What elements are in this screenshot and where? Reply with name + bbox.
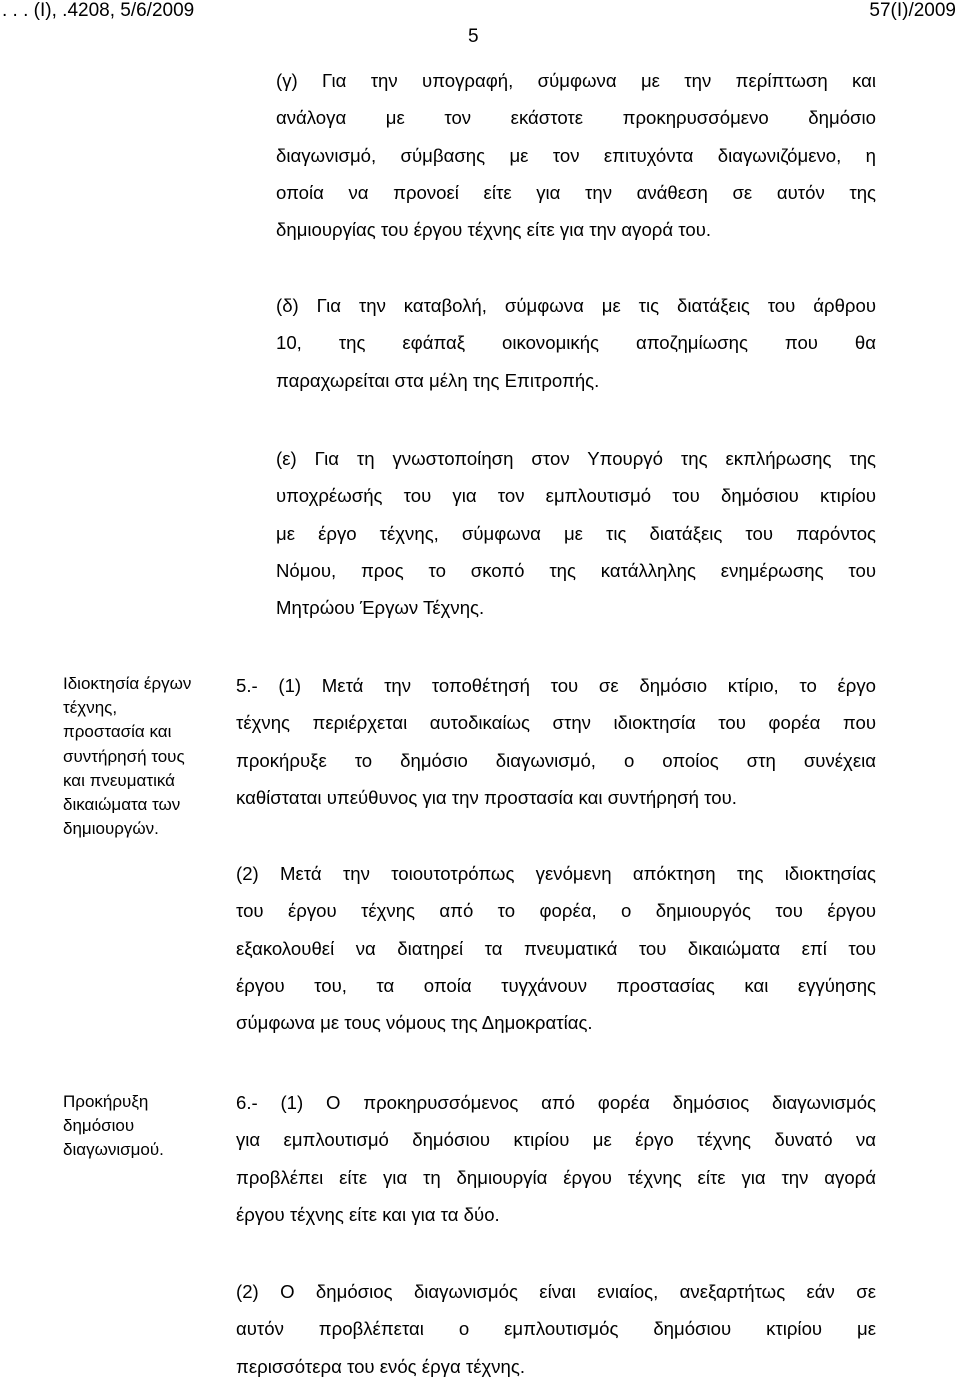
text-line: προκήρυξε το δημόσιο διαγωνισμό, ο οποίος στη συνέχεια	[236, 749, 876, 771]
text-line: (δ) Για την καταβολή, σύμφωνα με τις διατάξεις του άρθρου	[276, 295, 876, 316]
paragraph-g	[276, 62, 876, 248]
margin-note-line: δημόσιου	[63, 1116, 135, 1136]
text-line: διαγωνισμό, σύμβασης με τον επιτυχόντα διαγωνιζόμενο, η	[276, 144, 876, 166]
text-line: 5.- (1) Μετά την τοποθέτησή του σε δημόσιο κτίριο, το έργο	[236, 675, 876, 696]
text-line: τέχνης περιέρχεται αυτοδικαίως στην ιδιοκτησία του φορέα που	[236, 712, 876, 734]
text-line: σύμφωνα με τους νόμους της Δημοκρατίας.	[236, 1012, 593, 1034]
section-5-subsection-2	[236, 855, 876, 1041]
text-line: έργου τέχνης είτε και για τα δύο.	[236, 1203, 500, 1225]
section-6-subsection-2	[236, 1273, 876, 1385]
margin-note-section-5	[63, 672, 228, 841]
text-line: αυτόν προβλέπεται ο εμπλουτισμός δημόσιου κτιρίου με	[236, 1318, 876, 1340]
paragraph-e	[276, 440, 876, 626]
text-line: καθίσταται υπεύθυνος για την προστασία και συντήρησή του.	[236, 786, 737, 808]
text-line: υποχρέωσής του για τον εμπλουτισμό του δημόσιου κτιρίου	[276, 485, 876, 507]
margin-note-line: Προκήρυξη	[63, 1092, 149, 1111]
text-line: (2) Ο δημόσιος διαγωνισμός είναι ενιαίος, ανεξαρτήτως εάν σε	[236, 1281, 876, 1302]
text-line: Μητρώου Έργων Τέχνης.	[276, 597, 485, 619]
text-line: οποία να προνοεί είτε για την ανάθεση σε αυτόν της	[276, 181, 876, 203]
text-line: έργου του, τα οποία τυγχάνουν προστασίας και εγγύησης	[236, 974, 876, 996]
text-line: για εμπλουτισμό δημόσιου κτιρίου με έργο τέχνης δυνατό να	[236, 1129, 876, 1151]
margin-note-line: και πνευματικά	[63, 770, 175, 790]
margin-note-line: συντήρησή τους	[63, 746, 185, 766]
header-document-reference: . . . (Ι), .4208, 5/6/2009	[2, 0, 195, 21]
text-line: 10, της εφάπαξ οικονομικής αποζημίωσης που θα	[276, 332, 876, 354]
margin-note-section-6	[63, 1090, 228, 1163]
text-line: εξακολουθεί να διατηρεί τα πνευματικά του δικαιώματα επί του	[236, 937, 876, 959]
text-line: 6.- (1) Ο προκηρυσσόμενος από φορέα δημόσιος διαγωνισμός	[236, 1092, 876, 1113]
margin-note-line: τέχνης,	[63, 698, 118, 718]
margin-note-line: δημιουργών.	[63, 819, 159, 839]
section-6-subsection-1	[236, 1084, 876, 1233]
paragraph-d	[276, 287, 876, 399]
text-line: παραχωρείται στα μέλη της Επιτροπής.	[276, 369, 600, 391]
text-line: ανάλογα με τον εκάστοτε προκηρυσσόμενο δημόσιο	[276, 107, 876, 129]
text-line: προβλέπει είτε για τη δημιουργία έργου τέχνης είτε για την αγορά	[236, 1166, 876, 1188]
text-line: (γ) Για την υπογραφή, σύμφωνα με την περίπτωση και	[276, 70, 876, 91]
page-number: 5	[468, 26, 479, 47]
text-line: με έργο τέχνης, σύμφωνα με τις διατάξεις του παρόντος	[276, 522, 876, 544]
text-line: (ε) Για τη γνωστοποίηση στον Υπουργό της εκπλήρωσης της	[276, 448, 876, 469]
text-line: Νόμου, προς το σκοπό της κατάλληλης ενημέρωσης του	[276, 559, 876, 581]
margin-note-line: Ιδιοκτησία έργων	[63, 674, 192, 693]
text-line: του έργου τέχνης από το φορέα, ο δημιουργός του έργου	[236, 900, 876, 922]
margin-note-line: δικαιώματα των	[63, 795, 181, 815]
text-line: (2) Μετά την τοιουτοτρόπως γενόμενη απόκτηση της ιδιοκτησίας	[236, 863, 876, 884]
text-line: περισσότερα του ενός έργα τέχνης.	[236, 1355, 526, 1377]
margin-note-line: προστασία και	[63, 722, 172, 742]
margin-note-line: διαγωνισμού.	[63, 1140, 164, 1160]
text-line: δημιουργίας του έργου τέχνης είτε για την αγορά του.	[276, 219, 712, 241]
header-law-number: 57(I)/2009	[869, 0, 956, 21]
section-5-subsection-1	[236, 667, 876, 816]
